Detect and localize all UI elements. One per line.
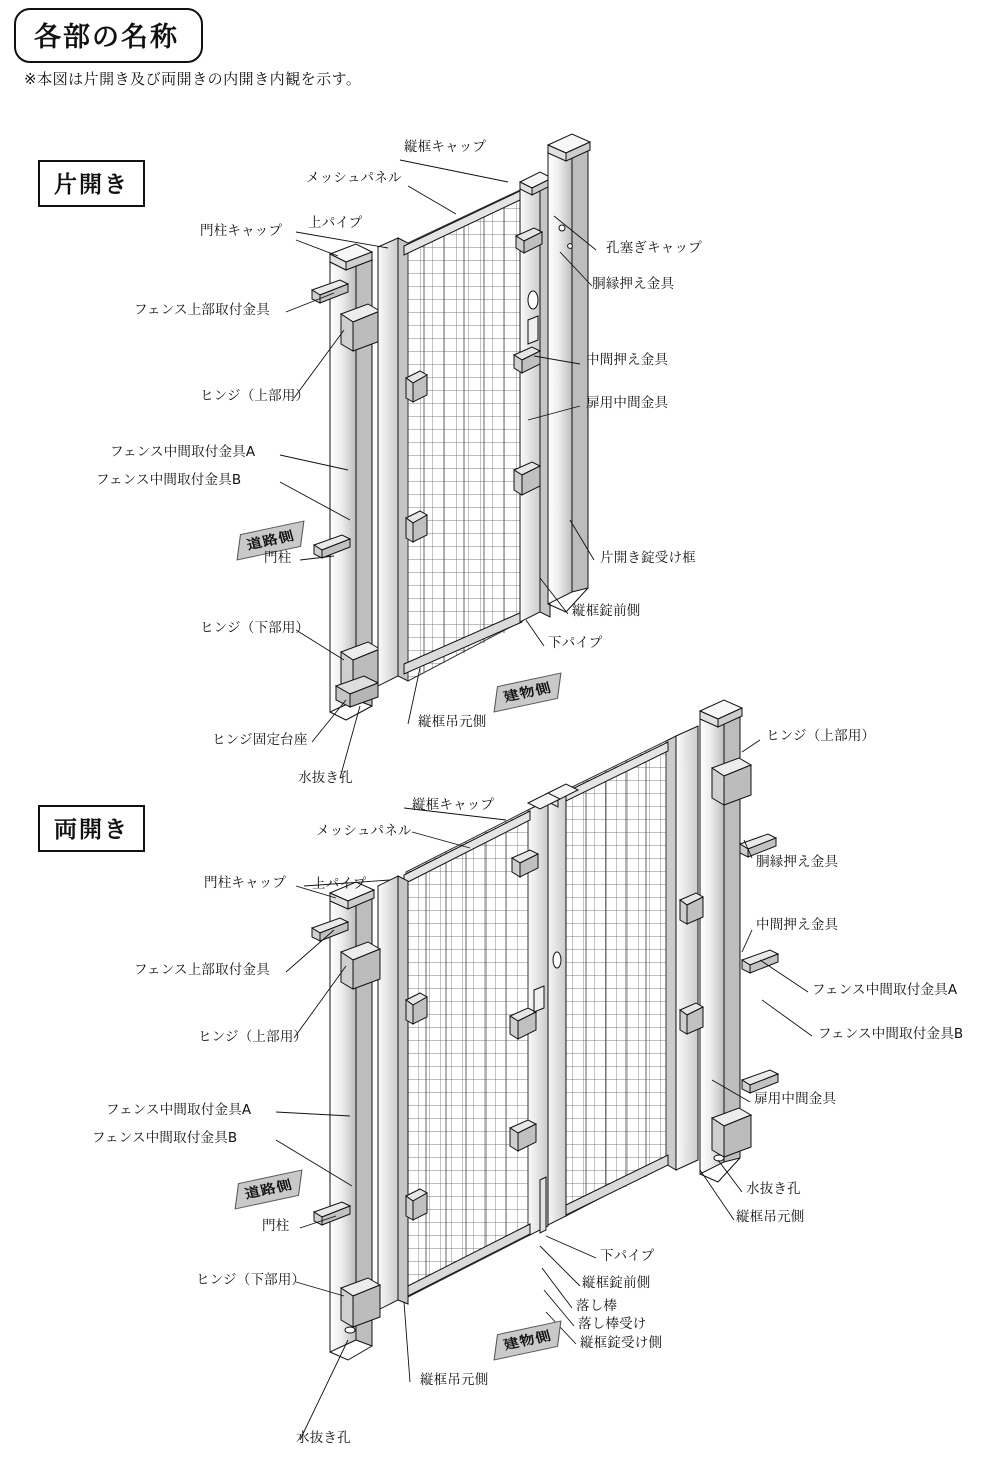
label-hinge-lower-double: ヒンジ（下部用）	[196, 1272, 306, 1288]
label-door-mid-bracket-double: 扉用中間金具	[754, 1091, 837, 1107]
label-hole-cap-single: 孔塞ぎキャップ	[606, 240, 702, 256]
label-lower-pipe-double: 下パイプ	[600, 1248, 655, 1264]
side-tag-building-double: 建物側	[494, 1320, 562, 1360]
label-fence-mid-a-single: フェンス中間取付金具A	[110, 444, 256, 460]
label-drain-hole-single: 水抜き孔	[298, 770, 353, 786]
label-mesh-panel-double: メッシュパネル	[316, 823, 412, 839]
label-lock-stile-single: 縦框錠前側	[572, 603, 641, 619]
label-douen-bracket-double: 胴縁押え金具	[756, 854, 839, 870]
label-tate-cap-single: 縦框キャップ	[404, 139, 487, 155]
label-fence-mid-a-left-double: フェンス中間取付金具A	[106, 1102, 252, 1118]
label-upper-pipe-single: 上パイプ	[308, 215, 363, 231]
label-door-mid-bracket-single: 扉用中間金具	[586, 395, 669, 411]
label-hinge-upper-left-double: ヒンジ（上部用）	[198, 1029, 308, 1045]
label-fence-top-bracket-single: フェンス上部取付金具	[134, 302, 270, 318]
label-tate-cap-double: 縦框キャップ	[412, 797, 495, 813]
label-mesh-panel-single: メッシュパネル	[306, 170, 402, 186]
label-hinge-base-single: ヒンジ固定台座	[212, 732, 308, 748]
page-title: 各部の名称	[14, 8, 203, 63]
label-drain-hole-left-double: 水抜き孔	[296, 1430, 351, 1446]
label-fence-mid-b-left-double: フェンス中間取付金具B	[92, 1130, 238, 1146]
label-lock-receive-frame-single: 片開き錠受け框	[600, 550, 696, 566]
label-hinge-stile-left-double: 縦框吊元側	[420, 1372, 489, 1388]
label-mid-bracket-single: 中間押え金具	[586, 352, 669, 368]
label-gate-post-double: 門柱	[262, 1218, 290, 1234]
label-upper-pipe-double: 上パイプ	[312, 876, 367, 892]
label-fence-top-bracket-double: フェンス上部取付金具	[134, 962, 270, 978]
label-post-cap-single: 門柱キャップ	[200, 223, 283, 239]
label-douen-bracket-single: 胴縁押え金具	[592, 276, 675, 292]
label-hinge-lower-single: ヒンジ（下部用）	[200, 620, 310, 636]
side-tag-road-single: 道路側	[237, 520, 305, 560]
label-hinge-stile-single: 縦框吊元側	[418, 714, 487, 730]
side-tag-building-single: 建物側	[494, 672, 562, 712]
label-gate-post-single: 門柱	[264, 550, 292, 566]
label-hinge-upper-single: ヒンジ（上部用）	[200, 388, 310, 404]
section-label-single: 片開き	[38, 160, 145, 207]
label-drop-bar-double: 落し棒	[576, 1298, 618, 1314]
label-lock-receive-stile-double: 縦框錠受け側	[580, 1335, 663, 1351]
label-hinge-stile-right-double: 縦框吊元側	[736, 1209, 805, 1225]
side-tag-road-double: 道路側	[235, 1169, 303, 1209]
label-drain-hole-right-double: 水抜き孔	[746, 1181, 801, 1197]
label-lock-stile-double: 縦框錠前側	[582, 1275, 651, 1291]
label-lower-pipe-single: 下パイプ	[548, 635, 603, 651]
label-fence-mid-b-single: フェンス中間取付金具B	[96, 472, 242, 488]
label-fence-mid-a-right-double: フェンス中間取付金具A	[812, 982, 958, 998]
page-note: ※本図は片開き及び両開きの内開き内観を示す。	[24, 70, 362, 88]
label-fence-mid-b-right-double: フェンス中間取付金具B	[818, 1026, 964, 1042]
label-mid-bracket-double: 中間押え金具	[756, 917, 839, 933]
label-drop-bar-receiver-double: 落し棒受け	[578, 1316, 647, 1332]
label-hinge-upper-right-double: ヒンジ（上部用）	[766, 728, 876, 744]
section-label-double: 両開き	[38, 805, 145, 852]
label-post-cap-double: 門柱キャップ	[204, 875, 287, 891]
